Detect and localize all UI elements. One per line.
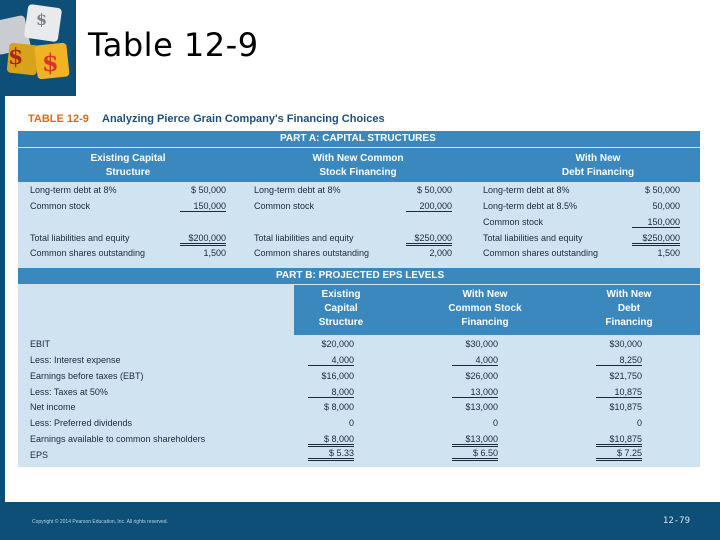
part-b-col-existing-line2: Capital	[324, 303, 358, 314]
b-row-2-common: $26,000	[465, 371, 498, 381]
a-debt-value-1: 50,000	[652, 201, 680, 211]
part-b-title: PART B: PROJECTED EPS LEVELS	[276, 270, 445, 281]
part-a-col-existing-line2: Structure	[105, 167, 151, 178]
part-b-col-existing-line1: Existing	[321, 289, 361, 300]
part-a-col-debt-line1: With New	[575, 153, 621, 164]
a-common-value-0: $ 50,000	[416, 185, 452, 195]
part-b-col-debt	[592, 288, 666, 330]
a-existing-label-2: Total liabilities and equity	[30, 233, 130, 243]
part-a-col-existing	[78, 152, 178, 180]
part-b-col-existing-line3: Structure	[318, 317, 364, 328]
b-row-4-label: Net income	[30, 402, 76, 412]
a-existing-value-0: $ 50,000	[190, 185, 226, 195]
a-common-value-2: $250,000	[406, 233, 452, 246]
table-header	[18, 107, 700, 131]
b-row-1-debt: 8,250	[596, 355, 642, 366]
part-a-col-existing-line1: Existing Capital	[90, 153, 166, 164]
b-row-0-common: $30,000	[465, 339, 498, 349]
logo-dollar-2: $	[42, 48, 59, 77]
b-row-6-existing: $ 8,000	[308, 434, 354, 447]
a-debt-value-0: $ 50,000	[644, 185, 680, 195]
a-debt-value-3: $250,000	[632, 233, 680, 246]
a-debt-value-4: 1,500	[657, 248, 680, 258]
a-debt-label-3: Total liabilities and equity	[483, 233, 583, 243]
a-existing-label-1: Common stock	[30, 201, 91, 211]
a-common-label-1: Common stock	[254, 201, 315, 211]
b-row-0-debt: $30,000	[609, 339, 642, 349]
b-row-5-common: 0	[492, 418, 498, 428]
b-row-6-debt: $10,875	[596, 434, 642, 447]
a-existing-value-1: 150,000	[180, 201, 226, 212]
slide-title: Table 12-9	[88, 26, 259, 64]
a-common-label-0: Long-term debt at 8%	[254, 185, 341, 195]
footer-copyright: Copyright © 2014 Pearson Education, Inc. All rights reserved.	[32, 519, 168, 525]
b-row-3-common: 13,000	[452, 387, 498, 398]
left-accent-bar	[0, 96, 5, 502]
b-row-7-existing: $ 5.33	[308, 448, 354, 461]
b-row-0-existing: $20,000	[321, 339, 354, 349]
a-debt-label-0: Long-term debt at 8%	[483, 185, 570, 195]
a-common-label-3: Common shares outstanding	[254, 248, 370, 258]
b-row-3-label: Less: Taxes at 50%	[30, 387, 108, 397]
b-row-6-label: Earnings available to common shareholders	[30, 434, 206, 444]
b-row-7-common: $ 6.50	[452, 448, 498, 461]
a-debt-label-4: Common shares outstanding	[483, 248, 599, 258]
b-row-4-common: $13,000	[465, 402, 498, 412]
b-row-6-common: $13,000	[452, 434, 498, 447]
b-row-3-debt: 10,875	[596, 387, 642, 398]
part-b-col-debt-line1: With New	[606, 289, 652, 300]
part-b-col-debt-line2: Debt	[617, 303, 641, 314]
b-row-1-common: 4,000	[452, 355, 498, 366]
part-b-col-existing	[306, 288, 376, 330]
part-b-col-common	[438, 288, 532, 330]
b-row-2-existing: $16,000	[321, 371, 354, 381]
page-number: 12-79	[662, 516, 690, 526]
b-row-7-debt: $ 7.25	[596, 448, 642, 461]
part-a-col-common	[298, 152, 418, 180]
b-row-5-label: Less: Preferred dividends	[30, 418, 133, 428]
slide-footer	[0, 502, 720, 540]
part-b-col-common-line3: Financing	[461, 317, 509, 328]
b-row-5-debt: 0	[636, 418, 642, 428]
part-a-title: PART A: CAPITAL STRUCTURES	[280, 133, 436, 144]
a-common-value-1: 200,000	[406, 201, 452, 212]
part-a-col-common-line2: Stock Financing	[319, 167, 397, 178]
a-existing-label-0: Long-term debt at 8%	[30, 185, 117, 195]
b-row-0-label: EBIT	[30, 339, 51, 349]
a-debt-value-2: 150,000	[632, 217, 680, 228]
b-row-2-label: Earnings before taxes (EBT)	[30, 371, 144, 381]
a-common-label-2: Total liabilities and equity	[254, 233, 354, 243]
logo-dollar-3: $	[36, 10, 48, 29]
b-row-7-label: EPS	[30, 450, 49, 460]
b-row-4-debt: $10,875	[609, 402, 642, 412]
b-row-4-existing: $ 8,000	[323, 402, 354, 412]
b-row-1-existing: 4,000	[308, 355, 354, 366]
part-b-col-debt-line3: Financing	[605, 317, 653, 328]
a-existing-value-2: $200,000	[180, 233, 226, 246]
b-row-5-existing: 0	[348, 418, 354, 428]
b-row-1-label: Less: Interest expense	[30, 355, 121, 365]
a-existing-value-3: 1,500	[203, 248, 226, 258]
a-debt-label-2: Common stock	[483, 217, 544, 227]
table-label: TABLE 12-9	[28, 113, 89, 125]
a-debt-label-1: Long-term debt at 8.5%	[483, 201, 578, 211]
part-a-col-common-line1: With New Common	[312, 153, 404, 164]
b-row-3-existing: 8,000	[308, 387, 354, 398]
table-caption: Analyzing Pierce Grain Company's Financing Choices	[102, 113, 385, 125]
part-b-col-common-line1: With New	[462, 289, 508, 300]
pearson-dollar-logo	[0, 0, 76, 96]
part-a-col-debt	[538, 152, 658, 180]
part-a-col-debt-line2: Debt Financing	[561, 167, 635, 178]
a-common-value-3: 2,000	[429, 248, 452, 258]
part-b-col-common-line2: Common Stock	[448, 303, 522, 314]
b-row-2-debt: $21,750	[609, 371, 642, 381]
a-existing-label-3: Common shares outstanding	[30, 248, 146, 258]
financing-table	[18, 107, 700, 467]
logo-dollar-1: $	[8, 44, 24, 70]
